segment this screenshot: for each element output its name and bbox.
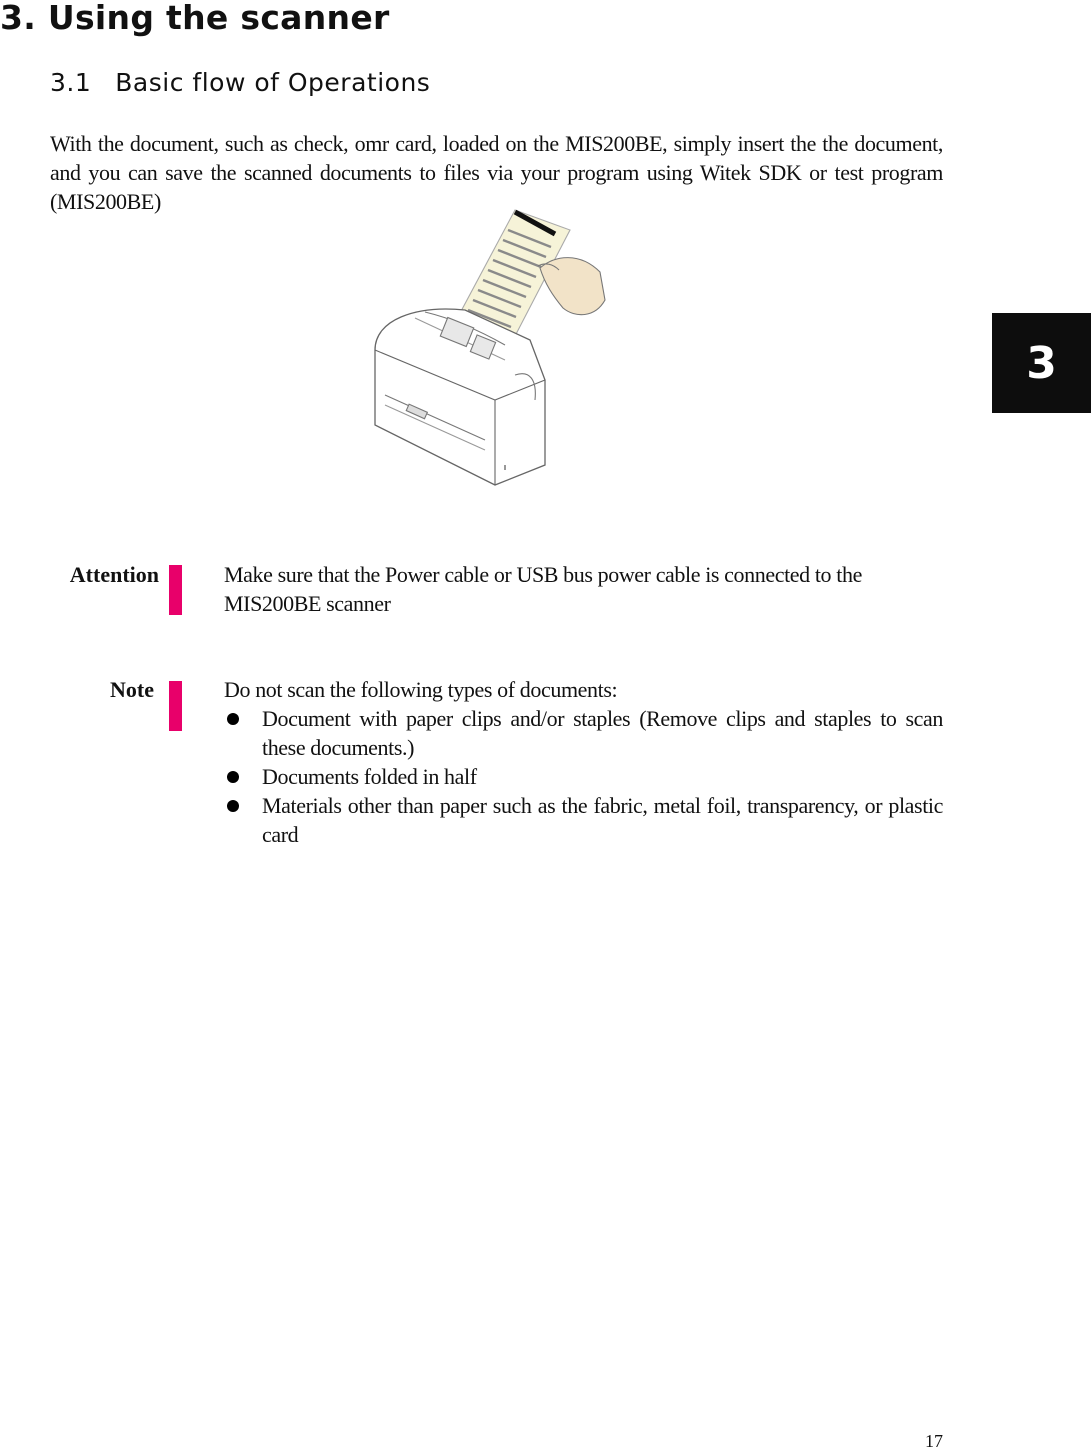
- bullet-icon: [227, 713, 239, 725]
- note-list: [224, 704, 943, 849]
- note-intro: Do not scan the following types of documents:: [224, 677, 618, 702]
- hand: [540, 258, 605, 315]
- chapter-tab: 3: [992, 313, 1091, 413]
- chapter-title: 3. Using the scanner: [0, 0, 390, 37]
- bullet-icon: [227, 771, 239, 783]
- note-bar: [169, 681, 182, 731]
- section-title: [50, 68, 430, 98]
- bullet-icon: [227, 800, 239, 812]
- page-number: 17: [925, 1431, 943, 1451]
- section-title-text: Basic flow of Operations: [115, 68, 431, 97]
- intro-paragraph: With the document, such as check, omr card, loaded on the MIS200BE, simply insert the the document, and you can save the scanned documents to files via your program using Witek SDK or test program (MIS200BE): [50, 131, 943, 214]
- list-item: Documents folded in half: [224, 762, 943, 791]
- scanner-illustration: [355, 200, 615, 490]
- attention-text: Make sure that the Power cable or USB bus power cable is connected to the MIS200BE scanner: [224, 562, 862, 616]
- list-item: Document with paper clips and/or staples (Remove clips and staples to scan these documents.): [224, 704, 943, 762]
- note-label: Note: [110, 677, 154, 702]
- list-item: Materials other than paper such as the fabric, metal foil, transparency, or plastic card: [224, 791, 943, 849]
- section-number: 3.1: [50, 68, 92, 97]
- note-body: [224, 675, 943, 849]
- attention-bar: [169, 565, 182, 615]
- attention-label: Attention: [69, 562, 159, 587]
